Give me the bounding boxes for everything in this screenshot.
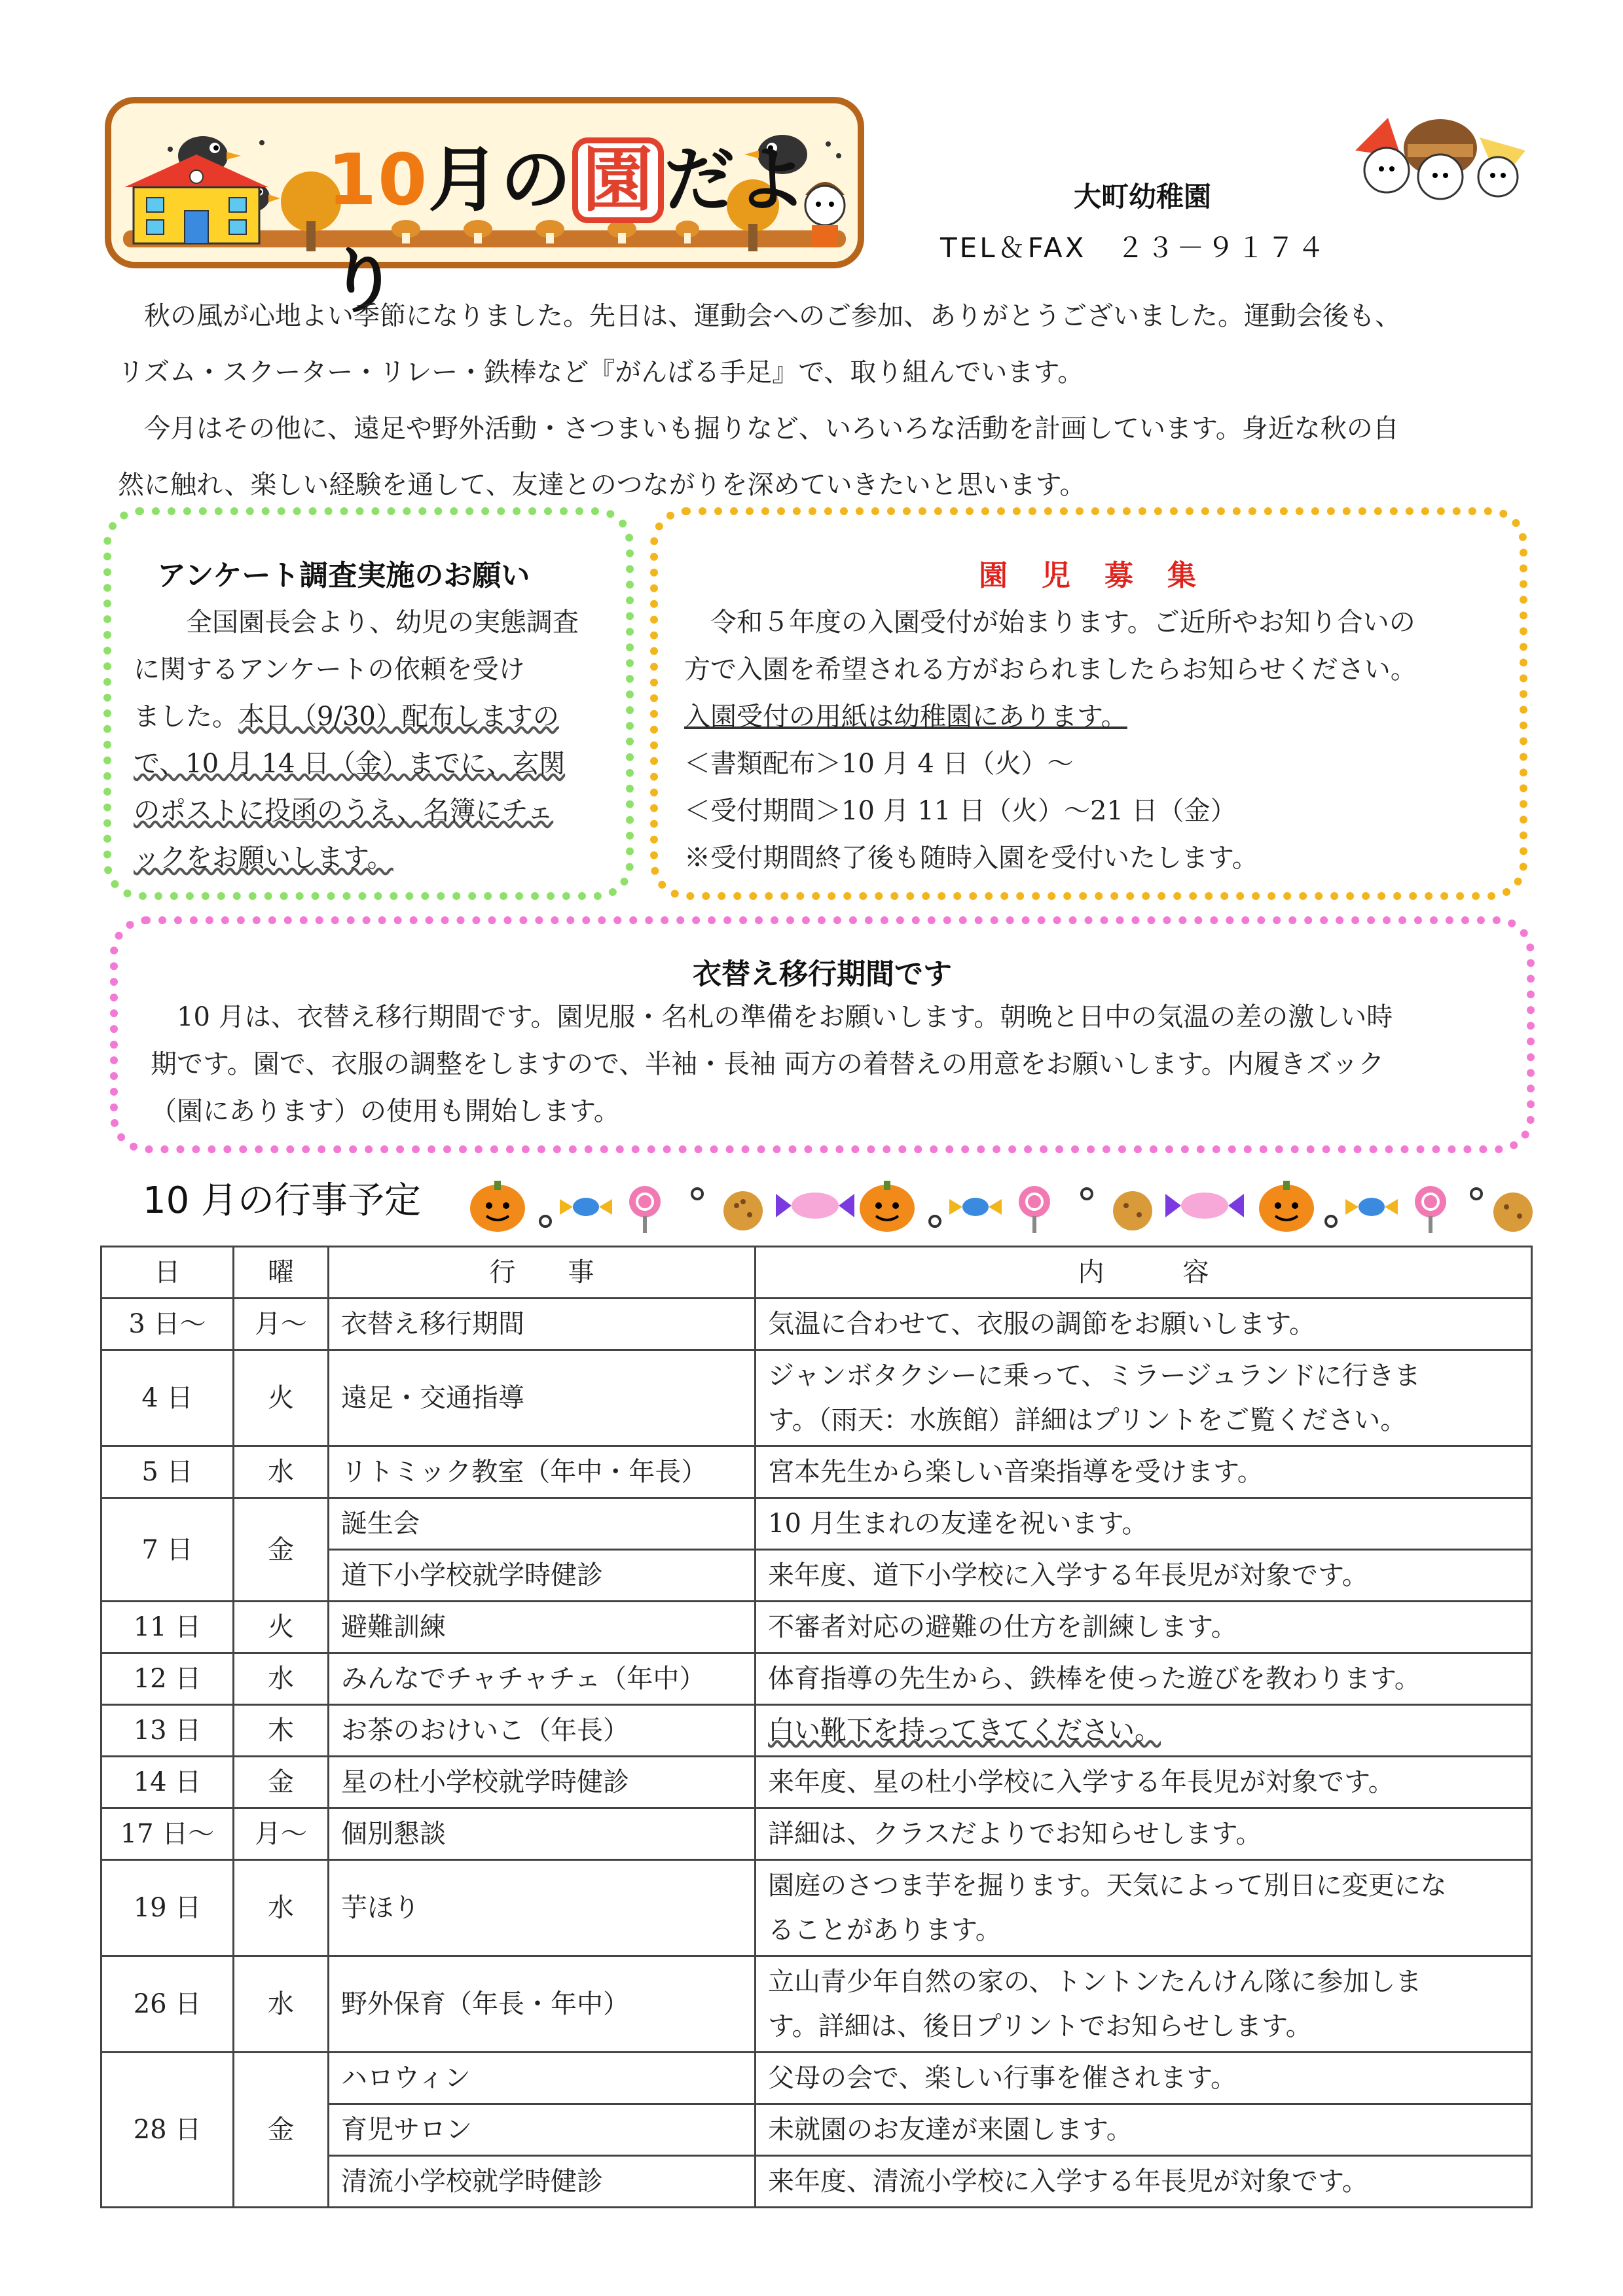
detail-line: ジャンボタクシーに乗って、ミラージュランドに行きま bbox=[768, 1361, 1421, 1391]
candy-icon bbox=[1345, 1198, 1398, 1216]
clothes-body bbox=[124, 994, 1525, 1135]
header-banner bbox=[105, 97, 864, 323]
table-row bbox=[101, 2053, 1532, 2104]
cell-detail bbox=[756, 1956, 1532, 2053]
cell-event: リトミック教室（年中・年長） bbox=[329, 1446, 756, 1498]
cell-weekday: 火 bbox=[234, 1350, 329, 1446]
cell-detail: 未就園のお友達が来園します。 bbox=[756, 2104, 1532, 2156]
intro-text bbox=[118, 288, 1532, 513]
recruit-line: ＜書類配布＞10 月 4 日（火）～ bbox=[684, 749, 1074, 779]
cell-detail: 気温に合わせて、衣服の調節をお願いします。 bbox=[756, 1299, 1532, 1350]
survey-line-underlined: ックをお願いします。 bbox=[134, 843, 393, 873]
cell-event: 個別懇談 bbox=[329, 1808, 756, 1860]
cell-weekday: 火 bbox=[234, 1602, 329, 1653]
title-part-a: 月の bbox=[428, 139, 573, 221]
recruitment-box bbox=[650, 507, 1527, 900]
school-name: 大町幼稚園 bbox=[1074, 181, 1212, 213]
table-row bbox=[101, 1498, 1532, 1550]
cell-day: 26 日 bbox=[101, 1956, 234, 2053]
pumpkin-icon bbox=[470, 1181, 525, 1232]
autumn-children-icon bbox=[1349, 111, 1532, 223]
clothes-change-box bbox=[110, 916, 1535, 1153]
cell-event: ハロウィン bbox=[329, 2053, 756, 2104]
intro-line: 秋の風が心地よい季節になりました。先日は、運動会へのご参加、ありがとうございました。運動会後も、 bbox=[144, 301, 1401, 331]
table-row bbox=[101, 1602, 1532, 1653]
table-row bbox=[101, 1350, 1532, 1446]
survey-body bbox=[134, 599, 618, 882]
halloween-decoration bbox=[468, 1175, 1535, 1236]
cell-event: 清流小学校就学時健診 bbox=[329, 2156, 756, 2208]
survey-line: 全国園長会より、幼児の実態調査 bbox=[186, 607, 579, 637]
schedule-heading: 10 月の行事予定 bbox=[143, 1179, 422, 1222]
cell-detail: 宮本先生から楽しい音楽指導を受けます。 bbox=[756, 1446, 1532, 1498]
cell-event: 衣替え移行期間 bbox=[329, 1299, 756, 1350]
clothes-line: （園にあります）の使用も開始します。 bbox=[151, 1096, 620, 1126]
survey-line bbox=[134, 693, 618, 740]
cell-detail bbox=[756, 1350, 1532, 1446]
cell-day: 28 日 bbox=[101, 2053, 234, 2208]
lollipop-icon bbox=[1019, 1186, 1050, 1233]
cell-event: 誕生会 bbox=[329, 1498, 756, 1550]
intro-line: 今月はその他に、遠足や野外活動・さつまいも掘りなど、いろいろな活動を計画しています。身近な秋の自 bbox=[144, 414, 1399, 444]
cell-weekday: 水 bbox=[234, 1956, 329, 2053]
candy-icon bbox=[1165, 1193, 1244, 1219]
cell-event: 野外保育（年長・年中） bbox=[329, 1956, 756, 2053]
cell-day: 3 日～ bbox=[101, 1299, 234, 1350]
survey-line-part: ました。 bbox=[134, 702, 238, 732]
recruit-title: 園 児 募 集 bbox=[979, 559, 1199, 592]
cell-weekday: 木 bbox=[234, 1705, 329, 1757]
schedule-table bbox=[100, 1246, 1533, 2208]
col-weekday: 曜 bbox=[234, 1247, 329, 1299]
cell-day: 7 日 bbox=[101, 1498, 234, 1602]
pumpkin-icon bbox=[1259, 1181, 1314, 1232]
cell-detail: 来年度、清流小学校に入学する年長児が対象です。 bbox=[756, 2156, 1532, 2208]
cell-event: みんなでチャチャチェ（年中） bbox=[329, 1653, 756, 1705]
detail-line: す。（雨天：水族館）詳細はプリントをご覧ください。 bbox=[768, 1405, 1407, 1435]
detail-underlined: 白い靴下を持ってきてください。 bbox=[768, 1715, 1161, 1746]
survey-line-underlined: で、10 月 14 日（金）までに、玄関 bbox=[134, 749, 566, 779]
table-row bbox=[101, 1446, 1532, 1498]
candy-icon bbox=[560, 1198, 612, 1216]
cell-weekday: 月～ bbox=[234, 1808, 329, 1860]
recruit-line: ※受付期間終了後も随時入園を受付いたします。 bbox=[684, 843, 1258, 873]
clothes-line: 期です。園で、衣服の調整をしますので、半袖・長袖 両方の着替えの用意をお願いします。内履きズック bbox=[151, 1049, 1385, 1079]
cell-event: 遠足・交通指導 bbox=[329, 1350, 756, 1446]
candy-icon bbox=[776, 1193, 854, 1219]
intro-line: 然に触れ、楽しい経験を通して、友達とのつながりを深めていきたいと思います。 bbox=[118, 470, 1086, 500]
detail-line: す。詳細は、後日プリントでお知らせします。 bbox=[768, 2011, 1312, 2041]
survey-title: アンケート調査実施のお願い bbox=[157, 559, 530, 592]
cell-detail bbox=[756, 1860, 1532, 1956]
survey-notice-box bbox=[103, 507, 634, 900]
table-row bbox=[101, 1299, 1532, 1350]
lollipop-icon bbox=[629, 1186, 661, 1233]
cell-event: 星の杜小学校就学時健診 bbox=[329, 1757, 756, 1808]
intro-line: リズム・スクーター・リレー・鉄棒など『がんばる手足』で、取り組んでいます。 bbox=[118, 357, 1084, 387]
col-event: 行 事 bbox=[329, 1247, 756, 1299]
survey-line: に関するアンケートの依頼を受け bbox=[134, 655, 525, 685]
cell-day: 11 日 bbox=[101, 1602, 234, 1653]
school-building-icon bbox=[124, 154, 268, 253]
cell-event: 避難訓練 bbox=[329, 1602, 756, 1653]
table-row bbox=[101, 1808, 1532, 1860]
cookie-icon bbox=[1113, 1191, 1152, 1230]
survey-line-underlined: のポストに投函のうえ、名簿にチェ bbox=[134, 796, 554, 826]
table-row bbox=[101, 1653, 1532, 1705]
cell-event: お茶のおけいこ（年長） bbox=[329, 1705, 756, 1757]
cell-detail: 10 月生まれの友達を祝います。 bbox=[756, 1498, 1532, 1550]
cell-detail: 来年度、星の杜小学校に入学する年長児が対象です。 bbox=[756, 1757, 1532, 1808]
recruit-line: 方で入園を希望される方がおられましたらお知らせください。 bbox=[684, 655, 1417, 685]
table-header-row bbox=[101, 1247, 1532, 1299]
lollipop-icon bbox=[1415, 1186, 1446, 1233]
col-day: 日 bbox=[101, 1247, 234, 1299]
cell-weekday: 水 bbox=[234, 1446, 329, 1498]
title-part-b: だより bbox=[327, 139, 809, 323]
cell-detail: 来年度、道下小学校に入学する年長児が対象です。 bbox=[756, 1550, 1532, 1602]
cell-event: 道下小学校就学時健診 bbox=[329, 1550, 756, 1602]
cell-day: 12 日 bbox=[101, 1653, 234, 1705]
cell-weekday: 金 bbox=[234, 1498, 329, 1602]
detail-line: ることがあります。 bbox=[768, 1915, 1002, 1945]
title-month: 10 bbox=[327, 139, 429, 221]
cell-day: 4 日 bbox=[101, 1350, 234, 1446]
cell-day: 19 日 bbox=[101, 1860, 234, 1956]
detail-line: 立山青少年自然の家の、トントンたんけん隊に参加しま bbox=[768, 1967, 1422, 1997]
recruit-line-underlined: 入園受付の用紙は幼稚園にあります。 bbox=[684, 702, 1127, 732]
cell-day: 13 日 bbox=[101, 1705, 234, 1757]
table-row bbox=[101, 1860, 1532, 1956]
survey-line-underlined: 本日（9/30）配布しますの bbox=[238, 702, 559, 732]
cell-weekday: 水 bbox=[234, 1860, 329, 1956]
pumpkin-icon bbox=[860, 1181, 915, 1232]
table-row bbox=[101, 1757, 1532, 1808]
cell-weekday: 金 bbox=[234, 2053, 329, 2208]
recruit-line: ＜受付期間＞10 月 11 日（火）～21 日（金） bbox=[684, 796, 1237, 826]
cell-weekday: 金 bbox=[234, 1757, 329, 1808]
detail-line: 園庭のさつま芋を掘ります。天気によって別日に変更にな bbox=[768, 1871, 1447, 1901]
cell-detail: 父母の会で、楽しい行事を催されます。 bbox=[756, 2053, 1532, 2104]
cell-detail: 不審者対応の避難の仕方を訓練します。 bbox=[756, 1602, 1532, 1653]
cell-event: 育児サロン bbox=[329, 2104, 756, 2156]
cell-detail bbox=[756, 1705, 1532, 1757]
col-detail: 内 容 bbox=[756, 1247, 1532, 1299]
cell-detail: 詳細は、クラスだよりでお知らせします。 bbox=[756, 1808, 1532, 1860]
cell-event: 芋ほり bbox=[329, 1860, 756, 1956]
title-kanji-en: 園 bbox=[572, 137, 664, 223]
cookie-icon bbox=[723, 1191, 763, 1230]
clothes-title: 衣替え移行期間です bbox=[693, 958, 952, 991]
tel-fax: TEL＆FAX ２３－９１７４ bbox=[940, 232, 1328, 264]
recruit-line: 令和５年度の入園受付が始まります。ご近所やお知り合いの bbox=[710, 607, 1415, 637]
cell-day: 14 日 bbox=[101, 1757, 234, 1808]
cell-detail: 体育指導の先生から、鉄棒を使った遊びを教わります。 bbox=[756, 1653, 1532, 1705]
clothes-line: 10 月は、衣替え移行期間です。園児服・名札の準備をお願いします。朝晩と日中の気温の差の激しい時 bbox=[177, 1002, 1393, 1032]
table-row bbox=[101, 1705, 1532, 1757]
cookie-icon bbox=[1493, 1193, 1533, 1232]
candy-icon bbox=[949, 1198, 1002, 1216]
cell-day: 5 日 bbox=[101, 1446, 234, 1498]
cell-weekday: 月～ bbox=[234, 1299, 329, 1350]
cell-weekday: 水 bbox=[234, 1653, 329, 1705]
cell-day: 17 日～ bbox=[101, 1808, 234, 1860]
recruit-body bbox=[684, 599, 1516, 882]
table-row bbox=[101, 1956, 1532, 2053]
